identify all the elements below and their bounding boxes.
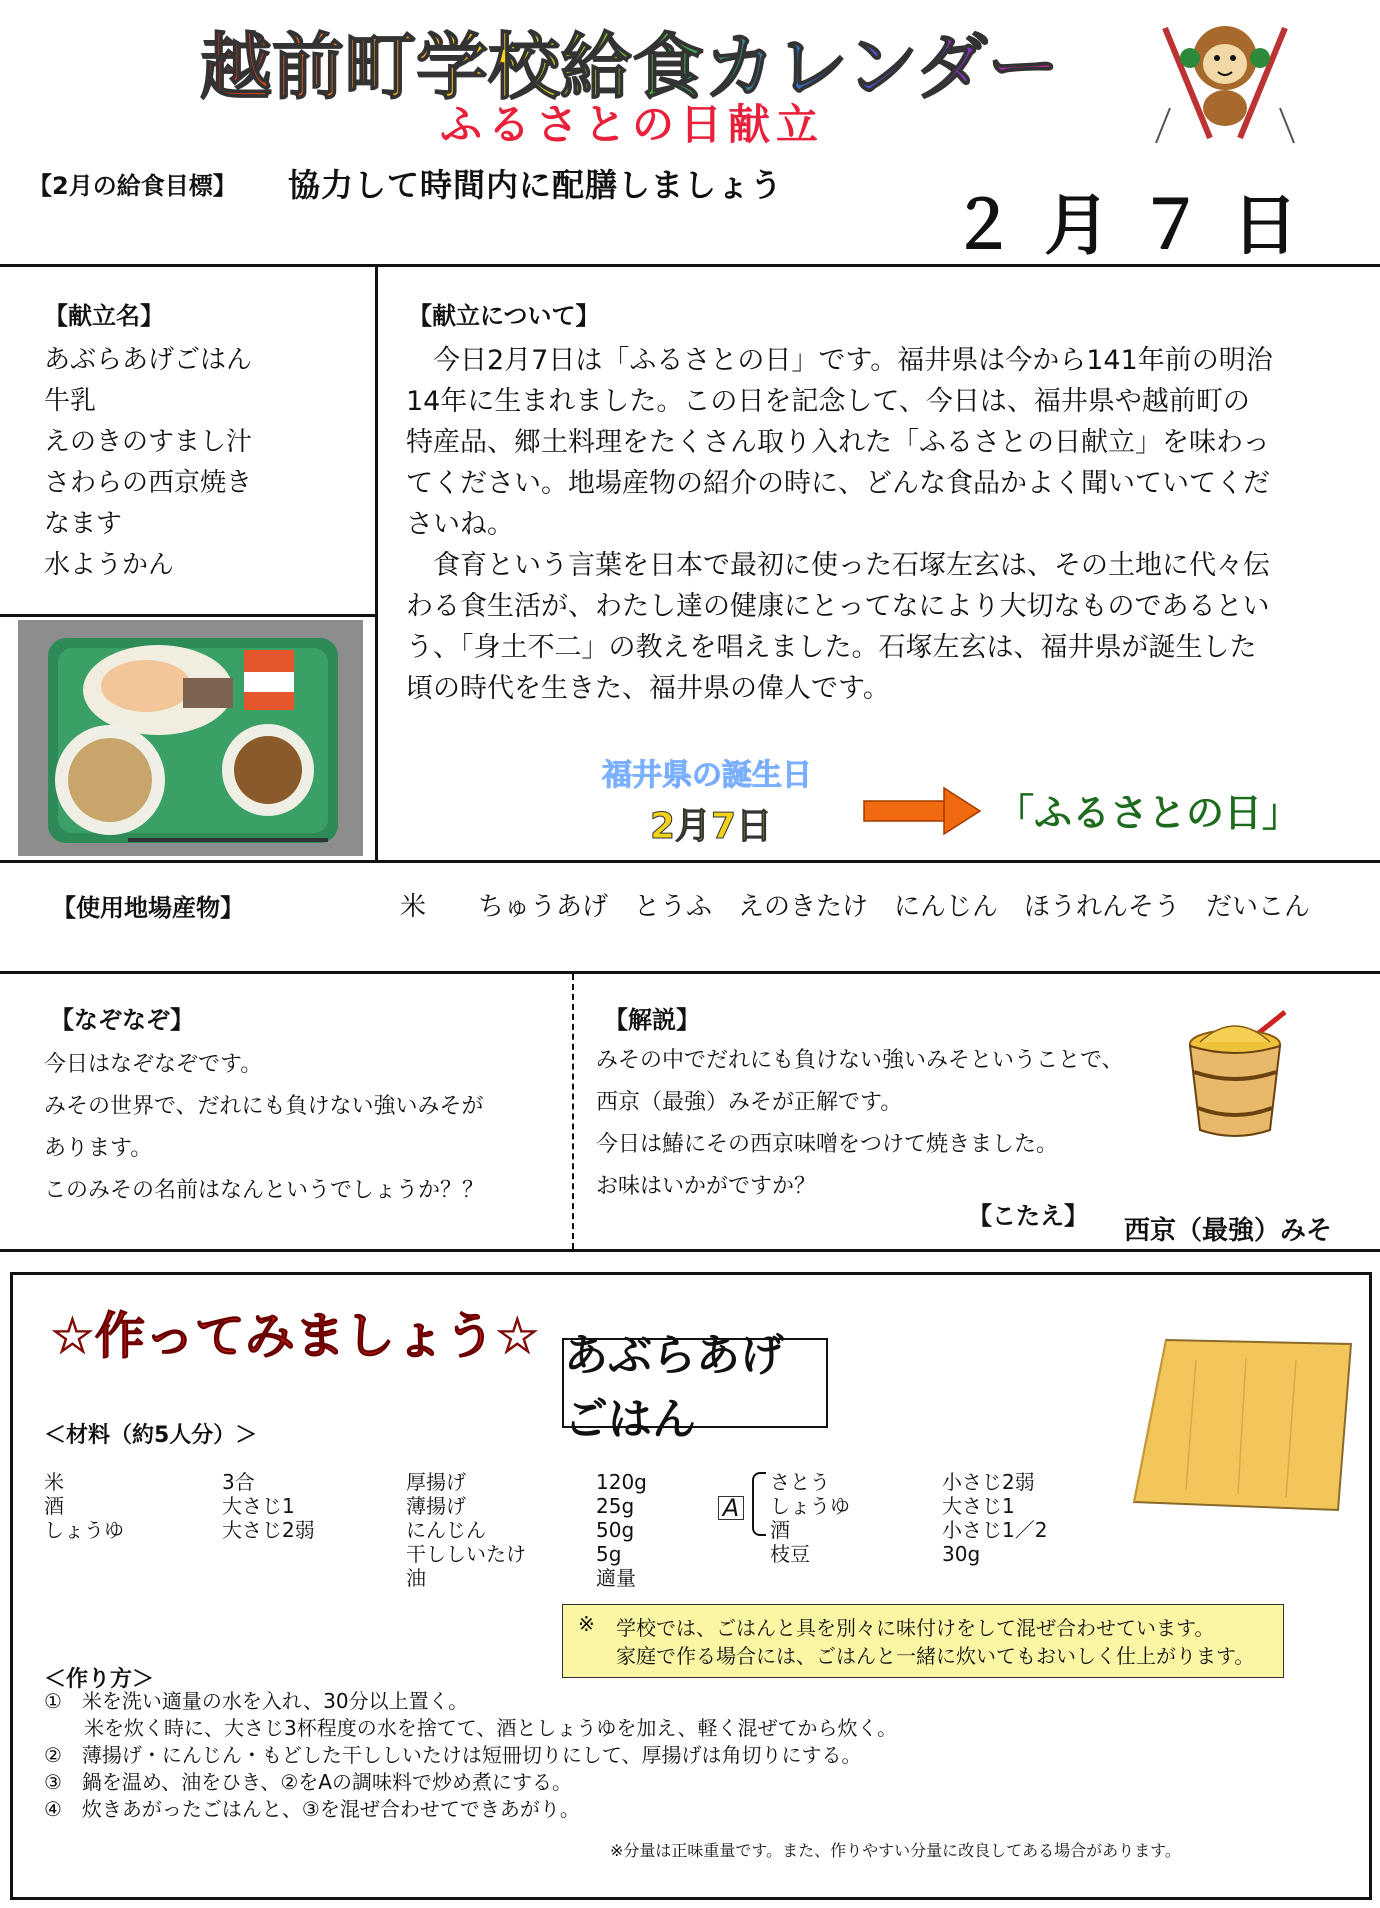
ingredient-qty: 25g (596, 1494, 635, 1518)
seasoning-bracket (752, 1472, 766, 1536)
ingredient-name: 枝豆 (770, 1542, 810, 1566)
birthday-label: 福井県の誕生日 (602, 758, 812, 793)
monthly-goal-text: 協力して時間内に配膳しましょう (288, 166, 784, 204)
note-line: 家庭で作る場合には、ごはんと一緒に炊いてもおいしく仕上がります。 (616, 1644, 1255, 1668)
menu-list (44, 340, 252, 586)
miso-barrel-icon (1180, 1010, 1300, 1145)
explanation-text (596, 1040, 1124, 1208)
divider-riddle (0, 971, 1380, 974)
ingredient-name: さとう (770, 1470, 830, 1494)
arrow-right-icon (862, 786, 982, 836)
about-title: 【献立について】 (408, 302, 600, 330)
ingredient-qty: 5g (596, 1542, 622, 1566)
local-products-title: 【使用地場産物】 (52, 894, 244, 922)
ingredient-qty: 50g (596, 1518, 635, 1542)
note-line: 学校では、ごはんと具を別々に味付けをして混ぜ合わせています。 (616, 1616, 1215, 1640)
meal-photo (18, 620, 363, 856)
ingredients-title: ＜材料（約5人分）＞ (44, 1423, 258, 1448)
footnote: ※分量は正味重量です。また、作りやすい分量に改良してある場合があります。 (610, 1841, 1181, 1860)
monthly-goal-tag: 【2月の給食目標】 (28, 172, 237, 200)
ingredient-qty: 120g (596, 1470, 647, 1494)
ingredient-name: 干ししいたけ (406, 1542, 526, 1566)
explanation-title: 【解説】 (604, 1006, 700, 1034)
explanation-line: みその中でだれにも負けない強いみそということで、 (596, 1048, 1124, 1073)
riddle-line: 今日はなぞなぞです。 (44, 1052, 263, 1077)
svg-text:越前町学校給食カレンダー: 越前町学校給食カレンダー (200, 25, 1060, 109)
local-products-list: 米 ちゅうあげ とうふ えのきたけ にんじん ほうれんそう だいこん (400, 892, 1311, 922)
ingredient-name: 酒 (770, 1518, 790, 1542)
divider-menu (0, 614, 377, 617)
explanation-line: お味はいかがですか？ (596, 1174, 817, 1199)
ingredient-name: しょうゆ (770, 1494, 850, 1518)
menu-item: えのきのすまし汁 (44, 427, 253, 457)
fried-tofu-icon (1126, 1330, 1356, 1520)
ingredient-name: 油 (406, 1566, 426, 1590)
about-text (406, 340, 1276, 709)
divider-local (0, 860, 1380, 863)
menu-item: なます (44, 509, 123, 539)
ingredient-qty: 3合 (222, 1470, 255, 1494)
menu-item: 牛乳 (44, 386, 97, 416)
answer-label: 【こたえ】 (968, 1202, 1088, 1230)
divider-vertical (375, 266, 378, 862)
menu-item: さわらの西京焼き (44, 468, 253, 498)
recipe-heading: ☆作ってみましょう☆ (50, 1307, 540, 1365)
explanation-line: 今日は鰆にその西京味噌をつけて焼きました。 (596, 1132, 1059, 1157)
ingredient-qty: 適量 (596, 1566, 636, 1590)
menu-title: 【献立名】 (44, 302, 164, 330)
seasoning-a-label: A (718, 1496, 744, 1520)
about-paragraph: 食育という言葉を日本で最初に使った石塚左玄は、その土地に代々伝わる食生活が、わたし達の健康にとってなにより大切なものであるという、「身土不二」の教えを唱えました。石塚左玄は、福井県が誕生した頃の時代を生きた、福井県の偉人です。 (406, 550, 1270, 704)
method-step: 米を炊く時に、大さじ3杯程度の水を捨てて、酒としょうゆを加え、軽く混ぜてから炊く。 (44, 1716, 898, 1740)
monkey-skier-icon (1150, 8, 1300, 148)
answer-text: 西京（最強）みそ (1124, 1216, 1333, 1246)
ingredient-qty: 大さじ1 (942, 1494, 1015, 1518)
riddle-text (44, 1044, 484, 1212)
ingredient-qty: 小さじ2弱 (942, 1470, 1035, 1494)
divider-bottom (0, 1249, 1380, 1252)
riddle-title: 【なぞなぞ】 (50, 1006, 194, 1034)
method-title: ＜作り方＞ (44, 1667, 155, 1692)
furusato-day-label: 「ふるさとの日」 (996, 791, 1301, 835)
ingredient-name: にんじん (406, 1518, 486, 1542)
riddle-line: このみその名前はなんというでしょうか？？ (44, 1178, 485, 1203)
note-mark: ※ (578, 1612, 595, 1636)
ingredient-name: 薄揚げ (406, 1494, 466, 1518)
menu-item: 水ようかん (44, 550, 175, 580)
method-step: ④ 炊きあがったごはんと、③を混ぜ合わせてできあがり。 (44, 1797, 580, 1821)
ingredient-qty: 30g (942, 1542, 981, 1566)
recipe-name: あぶらあげごはん (562, 1338, 828, 1428)
subtitle: ふるさとの日献立 (440, 100, 825, 149)
method-step: ② 薄揚げ・にんじん・もどした干ししいたけは短冊切りにして、厚揚げは角切りにする。 (44, 1743, 862, 1767)
method-steps (44, 1688, 897, 1823)
ingredient-name: 厚揚げ (406, 1470, 466, 1494)
explanation-line: 西京（最強）みそが正解です。 (596, 1090, 903, 1115)
riddle-line: みその世界で、だれにも負けない強いみそが (44, 1094, 484, 1119)
ingredient-name: 酒 (44, 1494, 64, 1518)
menu-item: あぶらあげごはん (44, 345, 253, 375)
ingredient-qty: 小さじ1／2 (942, 1518, 1048, 1542)
menu-date: ２月７日 (950, 187, 1326, 264)
divider-dashed (572, 974, 574, 1249)
ingredient-qty: 大さじ1 (222, 1494, 295, 1518)
ingredient-name: 米 (44, 1470, 64, 1494)
ingredient-qty: 大さじ2弱 (222, 1518, 315, 1542)
method-step: ③ 鍋を温め、油をひき、②をAの調味料で炒め煮にする。 (44, 1770, 572, 1794)
method-step: ① 米を洗い適量の水を入れ、30分以上置く。 (44, 1689, 469, 1713)
about-paragraph: 今日2月7日は「ふるさとの日」です。福井県は今から141年前の明治14年に生まれました。この日を記念して、今日は、福井県や越前町の特産品、郷土料理をたくさん取り入れた「ふるさとの日献立」を味わってください。地場産物の紹介の時に、どんな食品かよく聞いていてくださいね。 (406, 345, 1273, 540)
ingredient-name: しょうゆ (44, 1518, 124, 1542)
birthday-date: 2月7日 (650, 806, 773, 847)
riddle-line: あります。 (44, 1136, 153, 1161)
